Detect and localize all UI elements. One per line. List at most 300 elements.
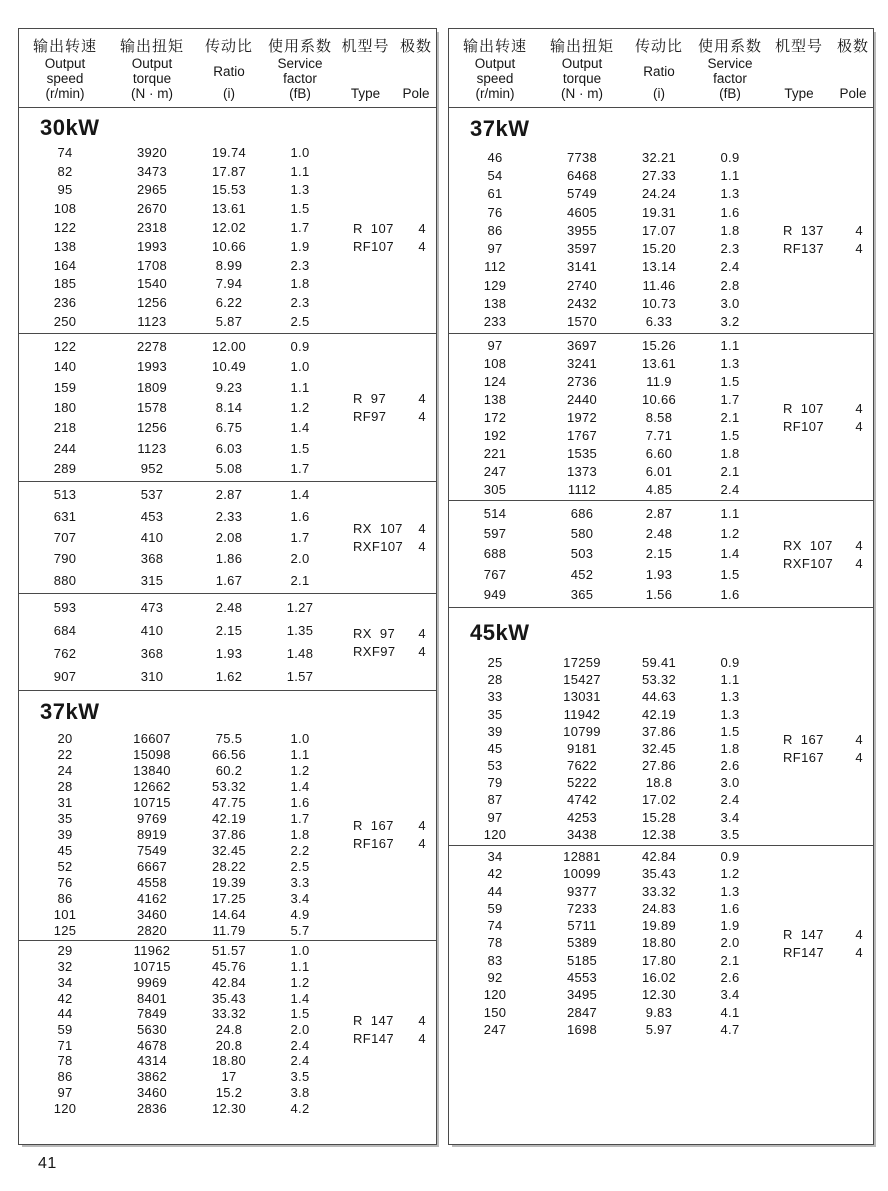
- cell-ratio: 15.20: [641, 241, 677, 257]
- cell-service-factor: 1.8: [720, 740, 740, 756]
- cell-output-torque: 1256: [136, 295, 168, 311]
- cell-ratio: 1.67: [215, 572, 243, 588]
- cell-output-torque: 2965: [136, 182, 168, 198]
- cell-service-factor: 2.2: [290, 842, 310, 858]
- cell-output-torque: 3955: [566, 222, 598, 238]
- cell-output-torque: 315: [140, 572, 164, 588]
- cell-ratio: 8.58: [645, 409, 673, 425]
- cell-service-factor: 0.9: [720, 849, 740, 865]
- cell-service-factor: 1.3: [720, 706, 740, 722]
- cell-ratio: 13.61: [211, 201, 247, 217]
- cell-ratio: 16.02: [641, 969, 677, 985]
- cell-service-factor: 3.3: [290, 874, 310, 890]
- cell-output-speed: 762: [53, 646, 77, 661]
- cell-ratio: 35.43: [641, 866, 677, 882]
- cell-ratio: 19.31: [641, 204, 677, 220]
- cell-output-speed: 112: [484, 259, 506, 275]
- cell-output-torque: 9377: [566, 883, 598, 899]
- column-header-en-label: speed: [46, 71, 84, 86]
- cell-output-speed: 707: [53, 529, 77, 545]
- cell-output-speed: 185: [53, 276, 77, 292]
- cell-output-speed: 74: [57, 144, 73, 160]
- cell-service-factor: 1.0: [290, 943, 310, 959]
- cell-service-factor: 2.1: [720, 409, 740, 425]
- cell-output-torque: 368: [140, 551, 164, 567]
- cell-output-torque: 7233: [566, 900, 598, 916]
- power-rating-label: 37kW: [40, 698, 100, 724]
- model-type-label: RF147: [353, 1031, 395, 1046]
- model-type-label: RF97: [353, 409, 387, 424]
- cell-output-speed: 138: [53, 238, 77, 254]
- type-pole-line: [331, 644, 436, 659]
- column-header-pole: [396, 35, 436, 101]
- cell-service-factor: 1.0: [290, 359, 310, 375]
- column-header-row: [449, 29, 873, 108]
- cell-ratio: 17: [221, 1069, 237, 1085]
- cell-service-factor: 3.0: [720, 296, 740, 312]
- cell-output-speed: 688: [483, 546, 507, 562]
- cell-service-factor: 3.4: [720, 809, 740, 825]
- cell-ratio: 60.2: [215, 762, 243, 778]
- cell-service-factor: 1.1: [720, 167, 740, 183]
- cell-ratio: 9.23: [215, 379, 243, 395]
- model-type-label: RF147: [783, 944, 825, 960]
- cell-output-torque: 1535: [566, 445, 598, 461]
- cell-output-speed: 32: [57, 959, 73, 975]
- pole-count: 4: [418, 238, 426, 254]
- cell-ratio: 6.03: [215, 440, 243, 456]
- column-header-unit-label: (fB): [289, 86, 311, 101]
- cell-service-factor: 1.6: [290, 508, 310, 524]
- cell-output-torque: 473: [140, 600, 164, 615]
- cell-output-torque: 7549: [136, 842, 168, 858]
- cell-output-torque: 3920: [136, 144, 168, 160]
- cell-service-factor: 1.6: [720, 900, 740, 916]
- column-header-unit-label: (fB): [719, 86, 741, 101]
- cell-ratio: 12.00: [211, 338, 247, 354]
- cell-ratio: 2.15: [645, 546, 673, 562]
- column-header-unit-label: Type: [784, 86, 814, 101]
- cell-service-factor: 1.4: [290, 778, 310, 794]
- spec-block: [19, 594, 436, 691]
- column-header-en-label: Output: [131, 56, 173, 71]
- cell-output-speed: 120: [53, 1100, 77, 1116]
- type-pole-line: [331, 521, 436, 536]
- cell-service-factor: 1.5: [290, 440, 310, 456]
- cell-output-torque: 4314: [136, 1053, 168, 1069]
- cell-ratio: 6.75: [215, 420, 243, 436]
- cell-output-speed: 86: [57, 890, 73, 906]
- cell-service-factor: 3.2: [720, 314, 740, 330]
- cell-output-speed: 31: [57, 794, 73, 810]
- cell-output-speed: 221: [483, 445, 507, 461]
- section-heading: [19, 108, 436, 141]
- model-type-label: R 97: [353, 391, 387, 406]
- type-pole-group: [331, 941, 436, 1118]
- cell-output-torque: 9969: [136, 974, 168, 990]
- pole-count: 4: [418, 1013, 426, 1028]
- model-type-label: RF167: [353, 835, 395, 851]
- cell-output-torque: 1123: [137, 314, 167, 330]
- cell-output-torque: 8919: [136, 826, 168, 842]
- cell-ratio: 1.62: [215, 669, 243, 684]
- cell-output-torque: 6667: [136, 858, 168, 874]
- cell-output-torque: 3697: [566, 337, 598, 353]
- cell-output-torque: 7738: [566, 149, 598, 165]
- pole-count: 4: [855, 400, 863, 416]
- cell-output-speed: 305: [483, 481, 507, 497]
- column-header-service-factor: [695, 35, 765, 101]
- cell-output-torque: 15427: [563, 672, 601, 688]
- cell-output-torque: 2736: [566, 373, 598, 389]
- cell-service-factor: 1.4: [290, 990, 310, 1006]
- type-pole-line: [761, 945, 873, 960]
- model-type-label: RXF97: [353, 643, 396, 659]
- cell-ratio: 15.26: [641, 337, 677, 353]
- cell-ratio: 37.86: [641, 723, 677, 739]
- cell-ratio: 24.83: [641, 900, 677, 916]
- cell-service-factor: 1.5: [720, 723, 740, 739]
- cell-service-factor: 1.1: [720, 337, 740, 353]
- cell-service-factor: 1.9: [290, 238, 310, 254]
- cell-service-factor: 0.9: [720, 149, 740, 165]
- cell-ratio: 6.60: [645, 445, 673, 461]
- cell-ratio: 18.80: [211, 1053, 247, 1069]
- cell-service-factor: 1.1: [290, 163, 310, 179]
- cell-output-speed: 124: [483, 373, 507, 389]
- cell-service-factor: 1.8: [290, 276, 310, 292]
- cell-output-torque: 3241: [566, 355, 598, 371]
- spec-block: [19, 728, 436, 941]
- cell-ratio: 12.30: [211, 1100, 247, 1116]
- cell-ratio: 2.33: [215, 508, 243, 524]
- model-type-label: RXF107: [353, 539, 404, 554]
- cell-ratio: 12.02: [211, 220, 247, 236]
- cell-service-factor: 1.0: [290, 730, 310, 746]
- cell-ratio: 1.56: [645, 587, 673, 603]
- cell-output-torque: 2847: [566, 1004, 598, 1020]
- cell-service-factor: 1.5: [720, 373, 740, 389]
- cell-output-torque: 4605: [566, 204, 598, 220]
- cell-ratio: 6.33: [645, 314, 673, 330]
- cell-service-factor: 1.1: [290, 959, 310, 975]
- column-header-zh-label: 输出转速: [462, 38, 527, 55]
- cell-ratio: 19.74: [211, 144, 247, 160]
- cell-service-factor: 1.2: [720, 526, 740, 542]
- type-pole-line: [331, 221, 436, 236]
- cell-ratio: 32.45: [211, 842, 247, 858]
- cell-service-factor: 2.0: [720, 935, 740, 951]
- cell-output-speed: 684: [53, 623, 77, 638]
- cell-output-speed: 120: [483, 826, 507, 842]
- cell-output-torque: 503: [570, 546, 594, 562]
- cell-ratio: 45.76: [211, 959, 247, 975]
- pole-count: 4: [418, 521, 426, 536]
- column-header-row: [19, 29, 436, 108]
- cell-ratio: 1.93: [215, 646, 243, 661]
- pole-count: 4: [418, 1031, 426, 1046]
- cell-output-speed: 76: [487, 204, 503, 220]
- cell-ratio: 2.15: [215, 623, 243, 638]
- cell-output-torque: 952: [140, 461, 164, 477]
- type-pole-line: [761, 927, 873, 942]
- cell-service-factor: 1.5: [720, 427, 740, 443]
- cell-service-factor: 1.5: [290, 1006, 310, 1022]
- cell-output-torque: 9181: [566, 740, 598, 756]
- cell-service-factor: 3.5: [290, 1069, 310, 1085]
- cell-ratio: 44.63: [641, 689, 677, 705]
- pole-count: 4: [418, 817, 426, 833]
- cell-service-factor: 1.2: [720, 866, 740, 882]
- cell-service-factor: 2.0: [290, 551, 310, 567]
- cell-service-factor: 2.6: [720, 969, 740, 985]
- cell-service-factor: 1.5: [720, 566, 740, 582]
- cell-ratio: 15.53: [211, 182, 247, 198]
- model-type-label: RX 107: [783, 537, 833, 553]
- cell-output-speed: 53: [487, 758, 503, 774]
- cell-service-factor: 2.4: [720, 259, 740, 275]
- cell-service-factor: 4.9: [290, 906, 310, 922]
- type-pole-line: [761, 241, 873, 256]
- cell-output-speed: 54: [487, 167, 503, 183]
- model-type-label: R 107: [783, 400, 824, 416]
- cell-ratio: 5.97: [645, 1021, 673, 1037]
- cell-ratio: 20.8: [215, 1037, 243, 1053]
- type-pole-group: [331, 141, 436, 333]
- cell-output-torque: 2278: [136, 338, 168, 354]
- cell-ratio: 19.89: [641, 918, 677, 934]
- cell-output-speed: 76: [57, 874, 73, 890]
- cell-output-torque: 4253: [566, 809, 598, 825]
- pole-count: 4: [418, 539, 426, 554]
- cell-output-speed: 24: [57, 762, 73, 778]
- spec-block: [19, 941, 436, 1144]
- cell-service-factor: 1.3: [720, 883, 740, 899]
- column-header-en-label: factor: [713, 71, 747, 86]
- cell-output-speed: 597: [483, 526, 507, 542]
- cell-service-factor: 2.4: [720, 792, 740, 808]
- column-header-zh-label: 输出转速: [32, 38, 97, 55]
- cell-service-factor: 2.4: [290, 1053, 310, 1069]
- cell-output-speed: 108: [53, 201, 77, 217]
- pole-count: 4: [855, 418, 863, 434]
- cell-output-torque: 537: [140, 487, 164, 503]
- model-type-label: R 147: [353, 1013, 394, 1028]
- section-heading: [449, 108, 873, 146]
- cell-service-factor: 1.8: [290, 826, 310, 842]
- cell-output-speed: 42: [487, 866, 503, 882]
- cell-service-factor: 1.4: [720, 546, 740, 562]
- cell-ratio: 17.07: [641, 222, 677, 238]
- cell-output-speed: 71: [57, 1037, 73, 1053]
- cell-ratio: 10.49: [211, 359, 247, 375]
- cell-output-torque: 3473: [136, 163, 168, 179]
- cell-output-torque: 452: [570, 566, 594, 582]
- cell-service-factor: 4.2: [290, 1100, 310, 1116]
- cell-output-speed: 25: [487, 655, 503, 671]
- cell-output-torque: 8401: [136, 990, 168, 1006]
- type-pole-line: [331, 1013, 436, 1028]
- cell-ratio: 32.45: [641, 740, 677, 756]
- cell-ratio: 18.8: [645, 775, 673, 791]
- cell-service-factor: 1.7: [290, 220, 310, 236]
- cell-output-torque: 1993: [136, 359, 168, 375]
- cell-output-torque: 5749: [566, 186, 598, 202]
- cell-service-factor: 1.2: [290, 762, 310, 778]
- cell-output-torque: 7849: [136, 1006, 168, 1022]
- spec-block: [449, 846, 873, 1144]
- cell-ratio: 11.9: [646, 373, 672, 389]
- cell-output-torque: 13840: [133, 762, 171, 778]
- cell-output-speed: 83: [487, 952, 503, 968]
- cell-service-factor: 1.57: [286, 669, 314, 684]
- cell-output-speed: 95: [57, 182, 73, 198]
- cell-service-factor: 1.7: [290, 461, 310, 477]
- cell-ratio: 2.87: [645, 505, 673, 521]
- column-header-unit-label: Type: [350, 86, 381, 101]
- cell-output-torque: 11962: [133, 943, 171, 959]
- cell-output-torque: 16607: [133, 730, 171, 746]
- cell-output-speed: 39: [57, 826, 73, 842]
- column-header-unit-label: (i): [223, 86, 235, 101]
- pole-count: 4: [855, 732, 863, 747]
- cell-output-speed: 86: [487, 222, 503, 238]
- cell-service-factor: 2.0: [290, 1021, 310, 1037]
- spec-block: [449, 652, 873, 846]
- cell-ratio: 32.21: [641, 149, 677, 165]
- cell-output-torque: 1767: [566, 427, 598, 443]
- cell-output-torque: 3460: [136, 1084, 168, 1100]
- cell-service-factor: 1.4: [290, 420, 310, 436]
- cell-output-torque: 2740: [566, 277, 598, 293]
- cell-ratio: 9.83: [645, 1004, 673, 1020]
- column-header-unit-label: (r/min): [45, 86, 85, 101]
- cell-output-speed: 82: [57, 163, 73, 179]
- cell-output-torque: 365: [570, 587, 594, 603]
- cell-service-factor: 1.9: [720, 918, 740, 934]
- cell-service-factor: 1.8: [720, 222, 740, 238]
- model-type-label: R 107: [353, 220, 394, 236]
- type-pole-line: [761, 750, 873, 765]
- pole-count: 4: [418, 643, 426, 659]
- cell-service-factor: 2.5: [290, 314, 310, 330]
- cell-ratio: 1.86: [215, 551, 243, 567]
- cell-output-torque: 453: [140, 508, 164, 524]
- model-type-label: R 167: [353, 817, 394, 833]
- cell-output-torque: 1993: [136, 238, 168, 254]
- type-pole-line: [761, 419, 873, 434]
- cell-ratio: 59.41: [641, 655, 677, 671]
- cell-output-speed: 138: [483, 391, 507, 407]
- cell-output-speed: 122: [53, 338, 77, 354]
- cell-service-factor: 1.1: [720, 505, 740, 521]
- cell-service-factor: 1.6: [720, 587, 740, 603]
- spec-block: [19, 141, 436, 334]
- cell-output-speed: 880: [53, 572, 77, 588]
- cell-service-factor: 1.6: [290, 794, 310, 810]
- cell-ratio: 19.39: [211, 874, 247, 890]
- type-pole-line: [761, 732, 873, 747]
- power-rating-label: 45kW: [470, 620, 530, 645]
- cell-ratio: 11.79: [212, 922, 246, 938]
- cell-service-factor: 0.9: [720, 655, 740, 671]
- cell-service-factor: 1.5: [290, 201, 310, 217]
- column-header-pole: [833, 35, 873, 101]
- cell-output-torque: 5185: [566, 952, 598, 968]
- column-header-zh-label: 机型号: [341, 38, 390, 55]
- cell-ratio: 8.14: [215, 399, 243, 415]
- cell-ratio: 17.02: [641, 792, 677, 808]
- cell-service-factor: 1.0: [290, 144, 310, 160]
- cell-ratio: 33.32: [211, 1006, 247, 1022]
- cell-output-speed: 45: [487, 740, 503, 756]
- column-header-unit-label: (r/min): [475, 86, 515, 101]
- column-header-unit-label: Pole: [402, 86, 430, 101]
- cell-ratio: 24.8: [215, 1021, 243, 1037]
- cell-service-factor: 1.3: [720, 186, 740, 202]
- cell-output-torque: 1809: [136, 379, 168, 395]
- cell-service-factor: 1.1: [720, 672, 740, 688]
- cell-output-speed: 78: [57, 1053, 73, 1069]
- cell-service-factor: 1.27: [286, 600, 314, 615]
- cell-output-speed: 42: [57, 990, 73, 1006]
- cell-service-factor: 4.7: [720, 1021, 740, 1037]
- page-number: 41: [38, 1155, 57, 1172]
- cell-output-torque: 10099: [563, 866, 601, 882]
- cell-output-torque: 1708: [136, 257, 168, 273]
- cell-service-factor: 0.9: [290, 338, 310, 354]
- cell-output-torque: 1540: [136, 276, 168, 292]
- column-header-en-label: speed: [476, 71, 514, 86]
- cell-ratio: 18.80: [641, 935, 677, 951]
- model-type-label: RF167: [783, 750, 825, 765]
- type-pole-group: [331, 594, 436, 690]
- cell-output-torque: 1698: [566, 1021, 598, 1037]
- pole-count: 4: [855, 944, 863, 960]
- cell-ratio: 15.2: [215, 1084, 243, 1100]
- column-header-unit-label: (N · m): [131, 86, 173, 101]
- cell-ratio: 5.87: [215, 314, 243, 330]
- cell-output-torque: 10715: [133, 794, 171, 810]
- model-type-label: R 137: [783, 223, 824, 238]
- model-type-label: RX 97: [353, 625, 396, 641]
- cell-output-speed: 172: [483, 409, 507, 425]
- type-pole-group: [331, 334, 436, 481]
- cell-ratio: 42.84: [641, 849, 677, 865]
- cell-ratio: 37.86: [211, 826, 247, 842]
- cell-output-speed: 122: [53, 220, 77, 236]
- pole-count: 4: [418, 625, 426, 641]
- cell-output-torque: 1373: [566, 463, 598, 479]
- power-rating-label: 37kW: [470, 116, 530, 141]
- cell-output-speed: 907: [53, 669, 77, 684]
- cell-service-factor: 1.3: [720, 689, 740, 705]
- cell-output-torque: 1123: [137, 440, 167, 456]
- cell-output-torque: 686: [570, 505, 594, 521]
- column-header-en-label: torque: [132, 71, 172, 86]
- cell-output-speed: 247: [483, 1021, 507, 1037]
- type-pole-line: [761, 223, 873, 238]
- cell-ratio: 42.19: [641, 706, 677, 722]
- cell-output-speed: 44: [487, 883, 503, 899]
- cell-service-factor: 2.4: [290, 1037, 310, 1053]
- cell-service-factor: 2.3: [290, 295, 310, 311]
- cell-ratio: 17.80: [641, 952, 677, 968]
- cell-output-torque: 580: [570, 526, 594, 542]
- cell-ratio: 13.61: [641, 355, 677, 371]
- type-pole-line: [761, 401, 873, 416]
- cell-output-speed: 790: [53, 551, 77, 567]
